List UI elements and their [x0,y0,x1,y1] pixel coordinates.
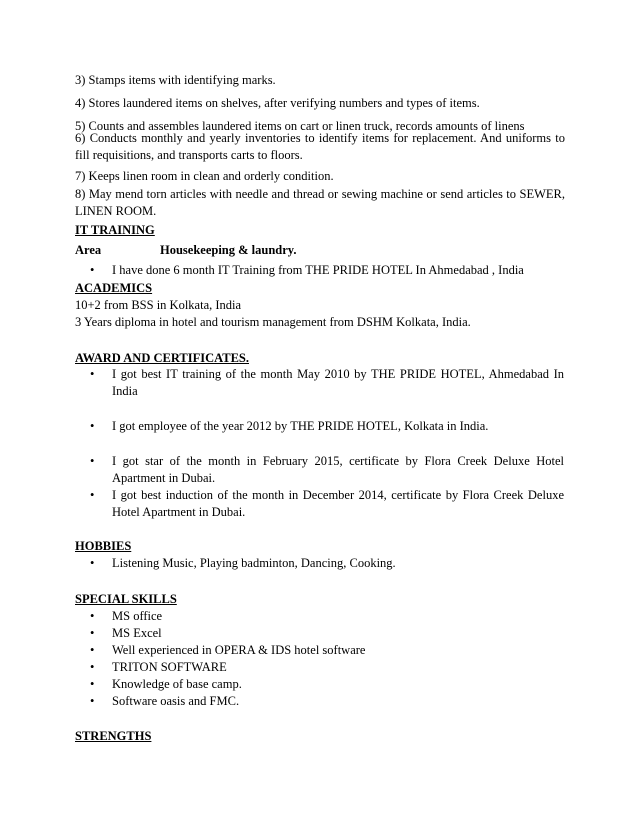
list-item: I got star of the month in February 2015, certificate by Flora Creek Deluxe Hotel Apartment in Dubai. [112,454,564,485]
bullet-icon: • [90,419,95,433]
list-item: MS Excel [112,626,162,640]
bullet-icon: • [90,263,95,277]
duty-line: 5) Counts and assembles laundered items on cart or linen truck, records amounts of linens [75,119,525,133]
bullet-icon: • [90,694,95,708]
bullet-icon: • [90,677,95,691]
bullet-icon: • [90,367,95,381]
bullet-icon: • [90,556,95,570]
list-item: TRITON SOFTWARE [112,660,227,674]
area-value: Housekeeping & laundry. [160,243,297,257]
section-heading-strengths: STRENGTHS [75,729,152,743]
bullet-icon: • [90,626,95,640]
list-item: I got best induction of the month in December 2014, certificate by Flora Creek Deluxe Hotel Apartment in Dubai. [112,488,564,519]
list-item: Well experienced in OPERA & IDS hotel software [112,643,366,657]
duty-line: 7) Keeps linen room in clean and orderly condition. [75,169,334,183]
section-heading-hobbies: HOBBIES [75,539,132,553]
list-item: I have done 6 month IT Training from THE PRIDE HOTEL In Ahmedabad , India [112,263,524,277]
duty-line: 6) Conducts monthly and yearly inventories to identify items for replacement. And uniforms to fill requisitions, and transports carts to floors. [75,131,565,162]
section-heading-it-training: IT TRAINING [75,223,155,237]
bullet-icon: • [90,643,95,657]
bullet-icon: • [90,609,95,623]
section-heading-special-skills: SPECIAL SKILLS [75,592,177,606]
section-heading-awards: AWARD AND CERTIFICATES. [75,351,250,365]
list-item: Listening Music, Playing badminton, Dancing, Cooking. [112,556,396,570]
duty-line: 8) May mend torn articles with needle and thread or sewing machine or send articles to SEWER, LINEN ROOM. [75,187,565,218]
bullet-icon: • [90,488,95,502]
list-item: MS office [112,609,163,623]
list-item: I got employee of the year 2012 by THE PRIDE HOTEL, Kolkata in India. [112,419,489,433]
area-label: Area [75,243,102,257]
academics-line: 10+2 from BSS in Kolkata, India [75,298,242,312]
duty-line: 4) Stores laundered items on shelves, after verifying numbers and types of items. [75,96,480,110]
duty-line: 3) Stamps items with identifying marks. [75,73,276,87]
academics-line: 3 Years diploma in hotel and tourism management from DSHM Kolkata, India. [75,315,471,329]
bullet-icon: • [90,660,95,674]
section-heading-academics: ACADEMICS [75,281,153,295]
list-item: Knowledge of base camp. [112,677,242,691]
list-item: Software oasis and FMC. [112,694,240,708]
bullet-icon: • [90,454,95,468]
list-item: I got best IT training of the month May 2010 by THE PRIDE HOTEL, Ahmedabad In India [112,367,564,398]
